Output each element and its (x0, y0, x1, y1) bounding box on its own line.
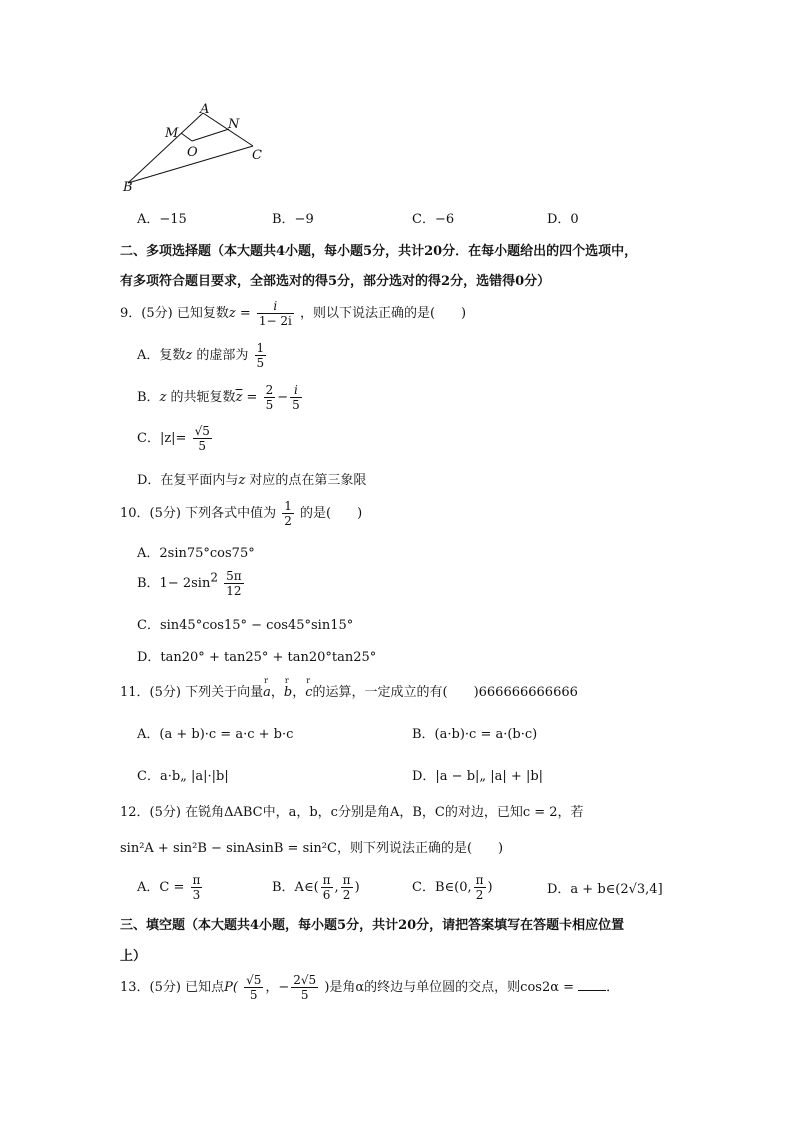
q11-option-d: D．|a − b|„ |a| + |b| (412, 769, 544, 784)
q11-stem: 11．(5分) 下列关于向量r a，r b，r c的运算，一定成立的有( )666666666666 (120, 681, 578, 700)
q12-stem-line2: sin²A + sin²B − sinAsinB = sin²C，则下列说法正确的是( ) (120, 841, 504, 856)
q11-option-a: A．(a + b)·c = a·c + b·c (137, 727, 294, 742)
section2-header-line1: 二、多项选择题（本大题共4小题，每小题5分，共计20分．在每小题给出的四个选项中， (120, 244, 638, 259)
q8-option-a: A．−15 (137, 212, 187, 227)
label-A: A (200, 102, 210, 117)
q10-option-d: D．tan20° + tan25° + tan20°tan25° (137, 650, 377, 665)
q9-option-a: A．复数z 的虚部为 $\frac{1}{5}$ (137, 341, 265, 370)
section3-header-line2: 上） (120, 949, 147, 964)
q10-option-a: A．2sin75°cos75° (137, 546, 255, 561)
q8-option-c: C．−6 (412, 212, 455, 227)
section3-header-line1: 三、填空题（本大题共4小题，每小题5分，共计20分，请把答案填写在答题卡相应位置 (120, 918, 625, 933)
q13-answer-blank (578, 978, 606, 991)
label-M: M (165, 126, 179, 141)
q9-stem: 9．(5分) 已知复数z = $\frac{i}{1- 2i}$ ，则以下说法正确的是( ) (120, 299, 467, 328)
q10-option-c: C．sin45°cos15° − cos45°sin15° (137, 618, 354, 633)
label-B: B (123, 180, 133, 195)
q12-option-c: C．B∈(0, $\frac{\pi}{2}$ ) (412, 873, 493, 902)
section2-header-line2: 有多项符合题目要求，全部选对的得5分，部分选对的得2分，选错得0分） (120, 274, 551, 289)
label-N: N (228, 117, 240, 132)
label-O: O (187, 145, 198, 160)
q13-stem: 13．(5分) 已知点P( $\frac{√5}{5}$ ，− $\frac{2√5}{5}$ )是角α的终边与单位圆的交点，则cos2α = ． (120, 973, 620, 1002)
q12-option-a: A．C = $\frac{\pi}{3}$ (137, 873, 201, 902)
q8-option-b: B．−9 (272, 212, 314, 227)
q9-option-b: B．z 的共轭复数$\overline{z}$ = $\frac{2}{5}$ − $\frac{i}{5}$ (137, 383, 300, 412)
q11-option-b: B．(a·b)·c = a·(b·c) (412, 727, 538, 742)
q8-option-d: D．0 (547, 212, 579, 227)
q12-option-d: D．a + b∈(2√3,4] (547, 882, 663, 897)
q11-option-c: C．a·b„ |a|·|b| (137, 769, 229, 784)
q12-stem-line1: 12．(5分) 在锐角ΔABC中，a，b，c分别是角A，B，C的对边，已知c = 2，若 (120, 805, 584, 820)
q9-option-c: C．|z|= $\frac{√5}{5}$ (137, 424, 210, 453)
q12-option-b: B．A∈( $\frac{\pi}{6}$ , $\frac{\pi}{2}$ ) (272, 873, 360, 902)
label-C: C (252, 148, 262, 163)
q10-option-b: B．$1- 2\sin^2$ $\frac{5\pi}{12}$ (137, 569, 242, 598)
q10-stem: 10．(5分) 下列各式中值为 $\frac{1}{2}$ 的是( ) (120, 499, 363, 528)
q9-option-d: D．在复平面内与z 对应的点在第三象限 (137, 473, 367, 488)
